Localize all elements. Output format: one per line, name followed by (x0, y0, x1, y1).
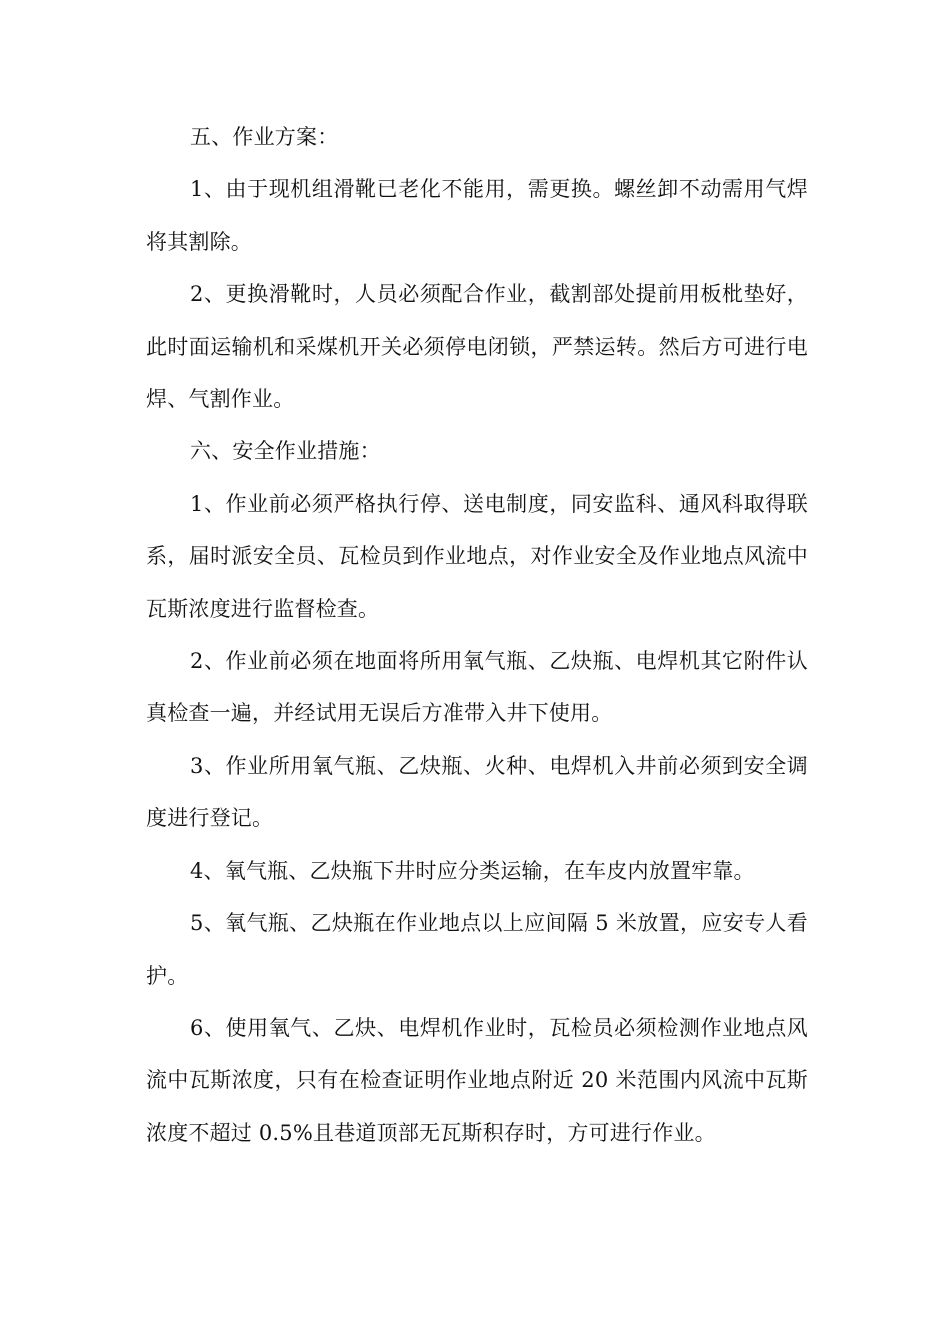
paragraph-safety-item-3: 3、作业所用氧气瓶、乙炔瓶、火种、电焊机入井前必须到安全调度进行登记。 (146, 753, 808, 831)
document-body (146, 111, 808, 1159)
paragraph-safety-item-4: 4、氧气瓶、乙炔瓶下井时应分类运输，在车皮内放置牢靠。 (190, 858, 755, 883)
paragraph-plan-item-2: 2、更换滑靴时，人员必须配合作业，截割部处提前用板枇垫好，此时面运输机和采煤机开关必须停电闭锁，严禁运转。然后方可进行电焊、气割作业。 (146, 282, 808, 412)
paragraph-safety-item-2: 2、作业前必须在地面将所用氧气瓶、乙炔瓶、电焊机其它附件认真检查一遍，并经试用无误后方准带入井下使用。 (146, 649, 808, 726)
paragraph-safety-item-6: 6、使用氧气、乙炔、电焊机作业时，瓦检员必须检测作业地点风流中瓦斯浓度，只有在检查证明作业地点附近 20 米范围内风流中瓦斯浓度不超过 0.5%且巷道顶部无瓦斯积存时，方可进行作业。 (146, 1015, 808, 1145)
paragraph-safety-item-5: 5、氧气瓶、乙炔瓶在作业地点以上应间隔 5 米放置，应安专人看护。 (146, 911, 808, 988)
paragraph-plan-item-1: 1、由于现机组滑靴已老化不能用，需更换。螺丝卸不动需用气焊将其割除。 (146, 177, 808, 254)
paragraph-safety-item-1: 1、作业前必须严格执行停、送电制度，同安监科、通风科取得联系，届时派安全员、瓦检员到作业地点，对作业安全及作业地点风流中瓦斯浓度进行监督检查。 (146, 491, 808, 621)
section-heading-safety-measures: 六、安全作业措施： (190, 439, 381, 464)
section-heading-work-plan: 五、作业方案： (190, 125, 339, 149)
